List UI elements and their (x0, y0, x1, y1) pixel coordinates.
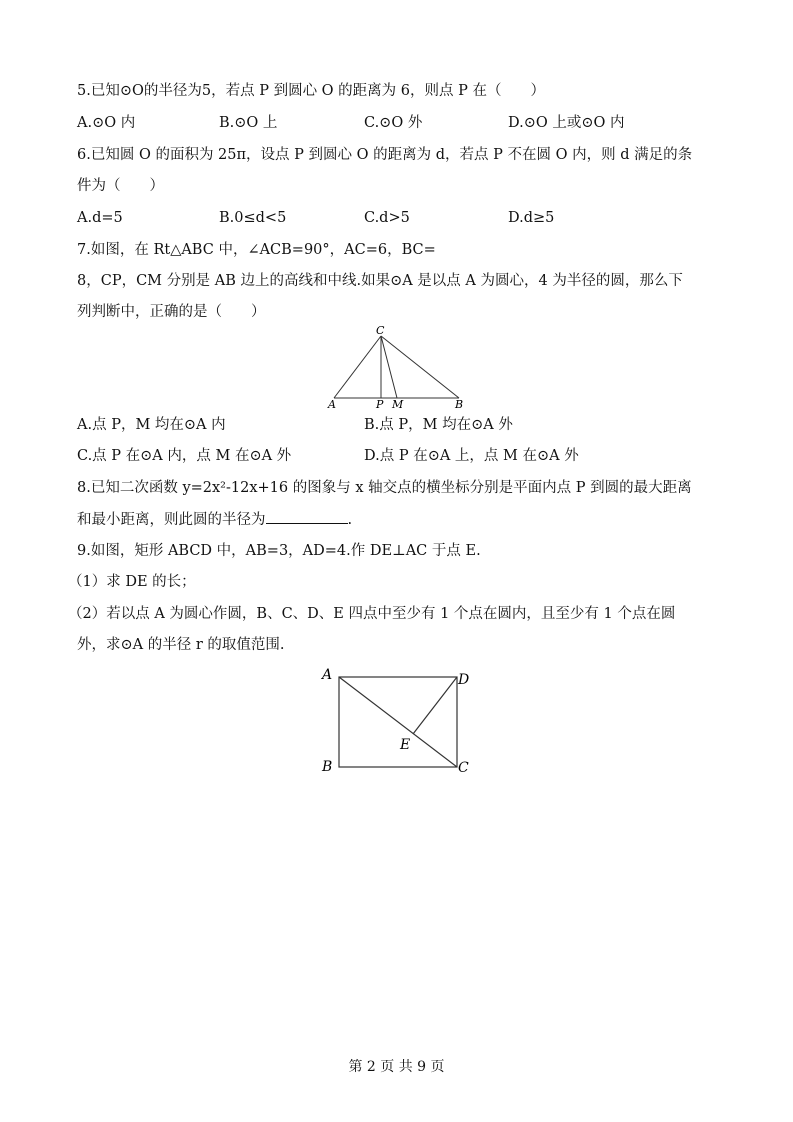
page-footer: 第 2 页 共 9 页 (348, 1059, 445, 1075)
q8-answer-blank (266, 509, 348, 524)
q7-option-b: B.点 P，M 均在⊙A 外 (364, 417, 513, 433)
q7-stem-line3: 列判断中，正确的是（ ） (77, 304, 266, 320)
q9-part2-line2: 外，求⊙A 的半径 r 的取值范围. (77, 637, 285, 653)
q9-label-a: A (322, 667, 333, 683)
q6-stem-line1: 6.已知圆 O 的面积为 25π，设点 P 到圆心 O 的距离为 d，若点 P 不在圆 O 内，则 d 满足的条 (77, 147, 693, 163)
q9-part2-line1: （2）若以点 A 为圆心作圆，B、C、D、E 四点中至少有 1 个点在圆内，且至少有 1 个点在圆 (68, 606, 676, 622)
q9-diagonal-ac (339, 677, 457, 767)
q7-option-c: C.点 P 在⊙A 内，点 M 在⊙A 外 (77, 448, 292, 464)
q6-option-b: B.0≤d<5 (219, 210, 287, 226)
q9-label-b: B (322, 759, 333, 775)
q9-label-e: E (400, 737, 411, 753)
q8-stem-end: . (347, 512, 353, 528)
q5-option-a: A.⊙O 内 (77, 115, 136, 131)
q7-label-b: B (455, 398, 464, 410)
q9-stem: 9.如图，矩形 ABCD 中，AB=3，AD=4.作 DE⊥AC 于点 E. (77, 543, 481, 559)
q7-segment-bc (381, 336, 459, 398)
q6-option-c: C.d>5 (364, 210, 410, 226)
q8-stem-text: 和最小距离，则此圆的半径为 (77, 512, 266, 528)
q9-label-d: D (458, 672, 470, 688)
q7-label-a: A (328, 398, 336, 410)
q6-stem-line2: 件为（ ） (77, 178, 164, 194)
q8-stem-line1: 8.已知二次函数 y=2x²-12x+16 的图象与 x 轴交点的横坐标分别是平面内点 P 到圆的最大距离 (77, 480, 692, 496)
q9-label-c: C (458, 760, 469, 776)
q7-label-p: P (376, 398, 384, 410)
q7-stem-line1: 7.如图，在 Rt△ABC 中，∠ACB=90°，AC=6，BC= (77, 242, 436, 258)
q7-segment-cm (381, 336, 397, 398)
q7-option-a: A.点 P，M 均在⊙A 内 (77, 417, 226, 433)
q5-option-c: C.⊙O 外 (364, 115, 423, 131)
q7-label-c: C (376, 324, 385, 337)
q7-option-d: D.点 P 在⊙A 上，点 M 在⊙A 外 (364, 448, 579, 464)
q9-rectangle-figure (318, 664, 478, 780)
q6-option-d: D.d≥5 (508, 210, 555, 226)
q5-stem: 5.已知⊙O的半径为5，若点 P 到圆心 O 的距离为 6，则点 P 在（ ） (77, 83, 545, 99)
q7-stem-line2: 8，CP，CM 分别是 AB 边上的高线和中线.如果⊙A 是以点 A 为圆心，4 为半径的圆，那么下 (77, 273, 683, 289)
q7-label-m: M (392, 398, 404, 410)
q6-option-a: A.d=5 (77, 210, 123, 226)
q9-segment-de (413, 677, 457, 734)
q9-part1: （1）求 DE 的长； (68, 574, 196, 590)
q7-triangle-figure (325, 322, 471, 410)
q5-option-b: B.⊙O 上 (219, 115, 278, 131)
q7-segment-ac (334, 336, 381, 398)
q8-stem-line2 (77, 509, 352, 530)
q5-option-d: D.⊙O 上或⊙O 内 (508, 115, 625, 131)
